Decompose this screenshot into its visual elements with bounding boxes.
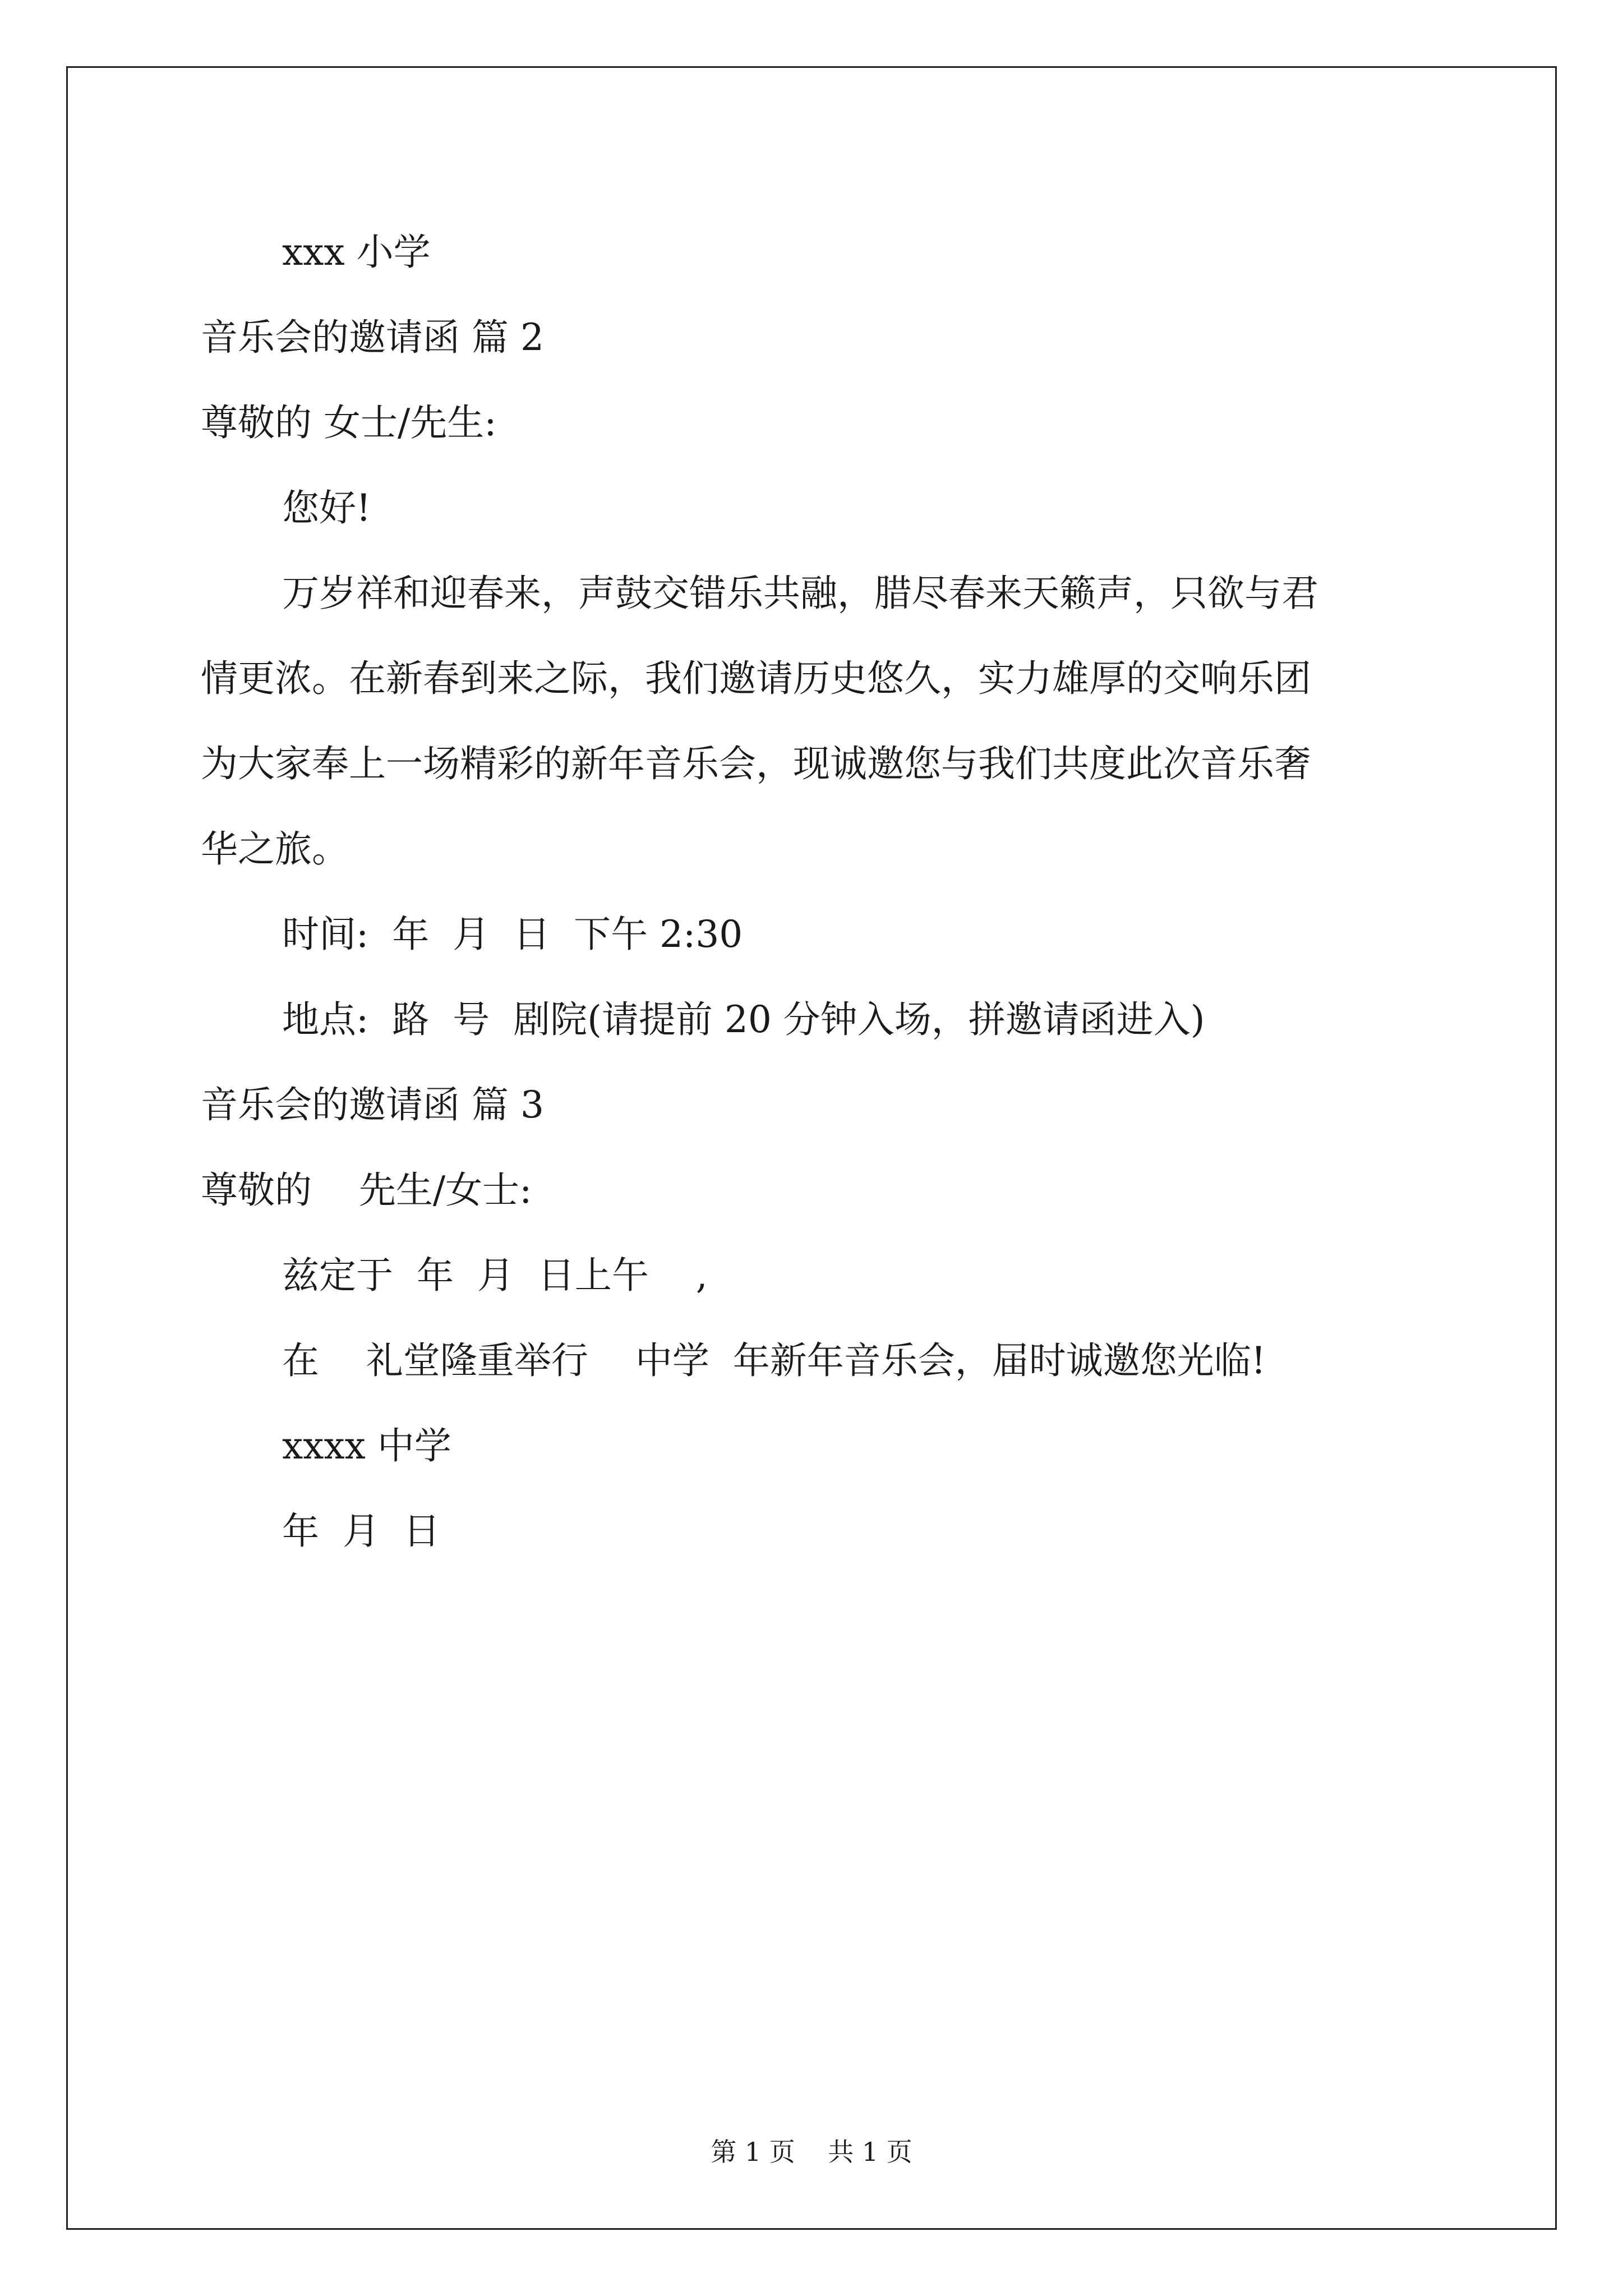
page-border — [66, 66, 1557, 2230]
invitation-date-line: 兹定于 年 月 日上午 , — [282, 1254, 708, 1297]
middle-school-signature: xxxx 中学 — [282, 1424, 451, 1467]
event-location: 地点: 路 号 剧院(请提前 20 分钟入场，拼邀请函进入) — [282, 998, 1205, 1041]
event-time: 时间: 年 月 日 下午 2:30 — [282, 913, 743, 956]
body-paragraph-line-4: 华之旅。 — [201, 827, 349, 871]
body-paragraph-line-2: 情更浓。在新春到来之际，我们邀请历史悠久，实力雄厚的交响乐团 — [201, 657, 1311, 700]
school-signature: xxx 小学 — [282, 231, 431, 274]
section-heading-2: 音乐会的邀请函 篇 2 — [201, 316, 544, 359]
greeting: 您好! — [282, 486, 371, 530]
page-number-footer: 第 1 页 共 1 页 — [711, 2137, 912, 2167]
invitation-venue-line: 在 礼堂隆重举行 中学 年新年音乐会，届时诚邀您光临! — [282, 1339, 1266, 1382]
body-paragraph-line-1: 万岁祥和迎春来，声鼓交错乐共融，腊尽春来天籁声，只欲与君 — [282, 572, 1318, 615]
signature-date: 年 月 日 — [282, 1510, 440, 1553]
salutation-3: 尊敬的 先生/女士: — [201, 1168, 532, 1212]
section-heading-3: 音乐会的邀请函 篇 3 — [201, 1083, 544, 1126]
salutation-2: 尊敬的 女士/先生: — [201, 401, 497, 444]
body-paragraph-line-3: 为大家奉上一场精彩的新年音乐会，现诚邀您与我们共度此次音乐奢 — [201, 742, 1311, 785]
